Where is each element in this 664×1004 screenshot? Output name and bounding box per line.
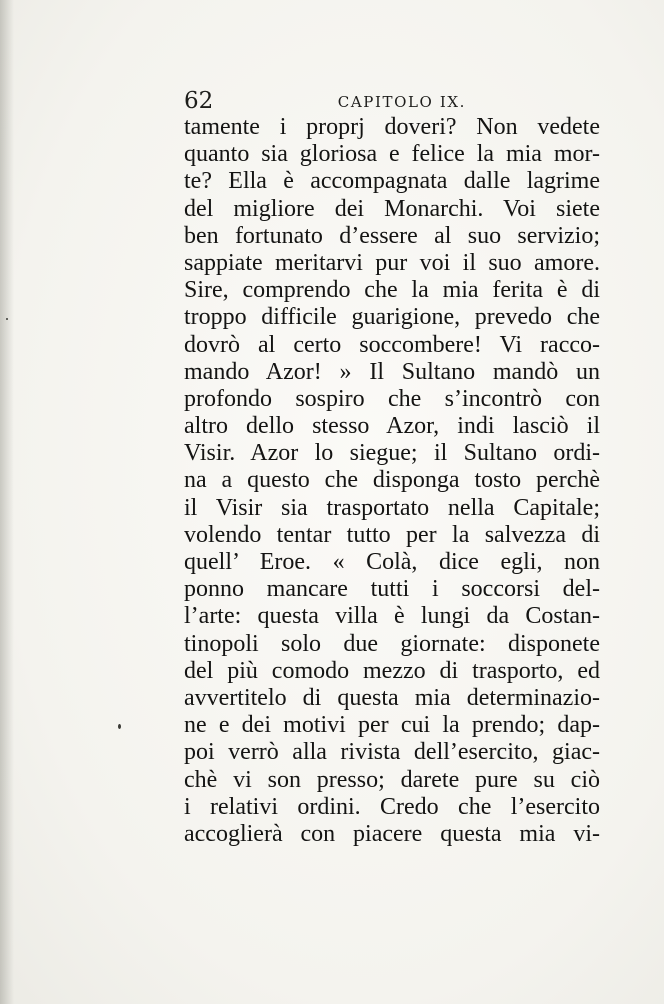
text-line: ben fortunato d’essere al suo servizio;	[184, 222, 600, 249]
ink-speck	[6, 318, 8, 320]
text-line: del più comodo mezzo di trasporto, ed	[184, 657, 600, 684]
text-line: il Visir sia trasportato nella Capitale;	[184, 494, 600, 521]
text-line: poi verrò alla rivista dell’esercito, giac-	[184, 739, 600, 766]
text-line: mando Azor! » Il Sultano mandò un	[184, 358, 600, 385]
text-line: accoglierà con piacere questa mia vi-	[184, 820, 600, 847]
text-line: del migliore dei Monarchi. Voi siete	[184, 195, 600, 222]
text-line: dovrò al certo soccombere! Vi racco-	[184, 331, 600, 358]
text-line: na a questo che disponga tosto perchè	[184, 467, 600, 494]
text-line: Visir. Azor lo siegue; il Sultano ordi-	[184, 440, 600, 467]
text-line: ponno mancare tutti i soccorsi del-	[184, 576, 600, 603]
text-line: l’arte: questa villa è lungi da Costan-	[184, 603, 600, 630]
text-line: volendo tentar tutto per la salvezza di	[184, 521, 600, 548]
text-line: tinopoli solo due giornate: disponete	[184, 630, 600, 657]
ink-speck	[118, 724, 121, 729]
running-head: CAPITOLO IX.	[337, 93, 466, 111]
text-line: tamente i proprj doveri? Non vedete	[184, 114, 600, 140]
text-line: i relativi ordini. Credo che l’esercito	[184, 793, 600, 820]
page-header	[184, 86, 466, 116]
body-text	[184, 114, 600, 848]
page-number: 62	[184, 88, 214, 114]
text-line: chè vi son presso; darete pure su ciò	[184, 766, 600, 793]
text-line: te? Ella è accompagnata dalle lagrime	[184, 168, 600, 195]
text-line: profondo sospiro che s’incontrò con	[184, 385, 600, 412]
text-line: altro dello stesso Azor, indi lasciò il	[184, 413, 600, 440]
text-line: troppo difficile guarigione, prevedo che	[184, 304, 600, 331]
text-line: ne e dei motivi per cui la prendo; dap-	[184, 712, 600, 739]
text-line: quanto sia gloriosa e felice la mia mor-	[184, 141, 600, 168]
page-edge-shadow	[0, 0, 14, 1004]
text-line: sappiate meritarvi pur voi il suo amore.	[184, 249, 600, 276]
text-line: avvertitelo di questa mia determinazio-	[184, 684, 600, 711]
text-line: quell’ Eroe. « Colà, dice egli, non	[184, 549, 600, 575]
text-line: Sire, comprendo che la mia ferita è di	[184, 277, 600, 304]
